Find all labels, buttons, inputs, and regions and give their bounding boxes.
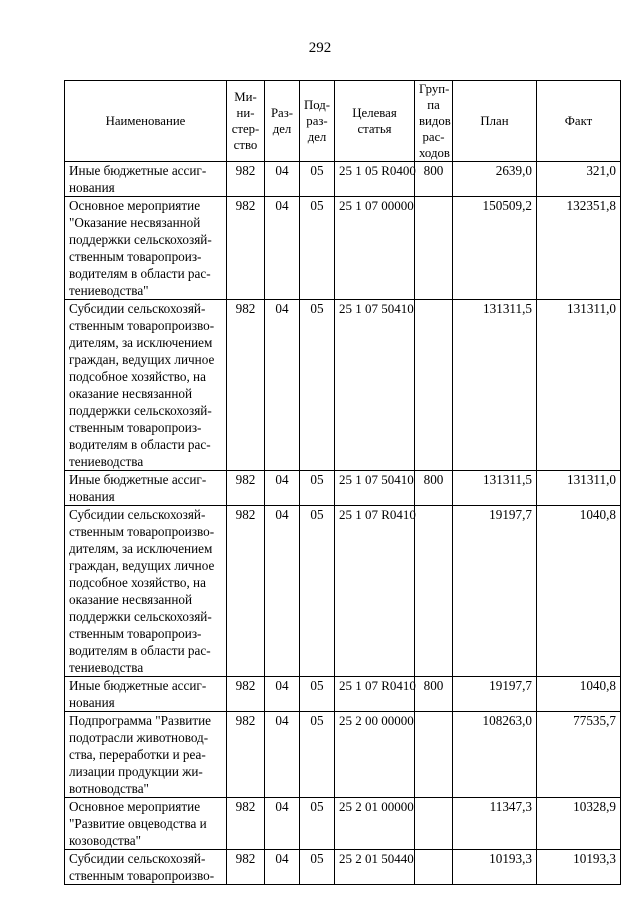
table-row xyxy=(65,197,621,300)
row-subsection: 05 xyxy=(300,850,335,885)
row-plan: 108263,0 xyxy=(453,712,537,798)
row-ministry: 982 xyxy=(227,850,265,885)
row-plan: 19197,7 xyxy=(453,506,537,677)
row-fact: 321,0 xyxy=(537,162,621,197)
row-plan: 131311,5 xyxy=(453,300,537,471)
row-ministry: 982 xyxy=(227,197,265,300)
row-section: 04 xyxy=(265,850,300,885)
row-plan: 2639,0 xyxy=(453,162,537,197)
table-row xyxy=(65,850,621,885)
row-name: Субсидии сельскохозяй- ственным товаропроизво- дителям, за исключением граждан, ведущих личное подсобное хозяйство, на оказание несвязанной поддержки сельскохозяй- ственным товаропроиз- водителям в области рас- тениеводства xyxy=(65,506,227,677)
row-fact: 10193,3 xyxy=(537,850,621,885)
row-subsection: 05 xyxy=(300,798,335,850)
table-header-row xyxy=(65,81,621,162)
row-subsection: 05 xyxy=(300,162,335,197)
row-plan: 11347,3 xyxy=(453,798,537,850)
row-name: Иные бюджетные ассиг- нования xyxy=(65,471,227,506)
header-target: Целевая статья xyxy=(335,81,415,162)
header-subsection: Под- раз- дел xyxy=(300,81,335,162)
row-group: 800 xyxy=(415,471,453,506)
row-section: 04 xyxy=(265,712,300,798)
row-fact: 131311,0 xyxy=(537,471,621,506)
row-subsection: 05 xyxy=(300,471,335,506)
row-group xyxy=(415,197,453,300)
row-target: 25 2 01 50440 xyxy=(335,850,415,885)
row-section: 04 xyxy=(265,162,300,197)
header-ministry: Ми- ни- стер- ство xyxy=(227,81,265,162)
row-fact: 77535,7 xyxy=(537,712,621,798)
row-ministry: 982 xyxy=(227,506,265,677)
row-plan: 131311,5 xyxy=(453,471,537,506)
row-target: 25 1 07 50410 xyxy=(335,471,415,506)
row-ministry: 982 xyxy=(227,712,265,798)
row-group: 800 xyxy=(415,677,453,712)
row-name: Подпрограмма "Развитие подотрасли животновод- ства, переработки и реа- лизации продукции жи- вотноводства" xyxy=(65,712,227,798)
row-subsection: 05 xyxy=(300,506,335,677)
row-target: 25 1 07 R0410 xyxy=(335,506,415,677)
table-row xyxy=(65,471,621,506)
row-group: 800 xyxy=(415,162,453,197)
row-fact: 132351,8 xyxy=(537,197,621,300)
row-ministry: 982 xyxy=(227,471,265,506)
row-name: Основное мероприятие "Оказание несвязанной поддержки сельскохозяй- ственным товаропроиз- водителям в области рас- тениеводства" xyxy=(65,197,227,300)
row-name: Иные бюджетные ассиг- нования xyxy=(65,162,227,197)
row-target: 25 1 07 R0410 xyxy=(335,677,415,712)
header-plan: План xyxy=(453,81,537,162)
row-group xyxy=(415,712,453,798)
header-name: Наименование xyxy=(65,81,227,162)
row-target: 25 1 07 50410 xyxy=(335,300,415,471)
row-target: 25 2 00 00000 xyxy=(335,712,415,798)
row-target: 25 1 07 00000 xyxy=(335,197,415,300)
row-group xyxy=(415,506,453,677)
row-subsection: 05 xyxy=(300,300,335,471)
row-ministry: 982 xyxy=(227,300,265,471)
row-section: 04 xyxy=(265,798,300,850)
row-ministry: 982 xyxy=(227,798,265,850)
row-group xyxy=(415,798,453,850)
row-target: 25 1 05 R0400 xyxy=(335,162,415,197)
header-fact: Факт xyxy=(537,81,621,162)
table-row xyxy=(65,712,621,798)
row-ministry: 982 xyxy=(227,677,265,712)
row-plan: 10193,3 xyxy=(453,850,537,885)
row-ministry: 982 xyxy=(227,162,265,197)
budget-table xyxy=(64,80,621,885)
page-number: 292 xyxy=(308,40,332,56)
table-row xyxy=(65,300,621,471)
row-name: Субсидии сельскохозяй- ственным товаропроизво- xyxy=(65,850,227,885)
row-section: 04 xyxy=(265,506,300,677)
table-row xyxy=(65,162,621,197)
row-subsection: 05 xyxy=(300,677,335,712)
row-plan: 19197,7 xyxy=(453,677,537,712)
row-plan: 150509,2 xyxy=(453,197,537,300)
row-fact: 1040,8 xyxy=(537,677,621,712)
row-group xyxy=(415,300,453,471)
row-subsection: 05 xyxy=(300,197,335,300)
table-row xyxy=(65,506,621,677)
row-name: Иные бюджетные ассиг- нования xyxy=(65,677,227,712)
row-fact: 10328,9 xyxy=(537,798,621,850)
row-section: 04 xyxy=(265,300,300,471)
row-name: Субсидии сельскохозяй- ственным товаропроизво- дителям, за исключением граждан, ведущих личное подсобное хозяйство, на оказание несвязанной поддержки сельскохозяй- ственным товаропроиз- водителям в области рас- тениеводства xyxy=(65,300,227,471)
row-section: 04 xyxy=(265,471,300,506)
row-target: 25 2 01 00000 xyxy=(335,798,415,850)
table-row xyxy=(65,677,621,712)
row-subsection: 05 xyxy=(300,712,335,798)
row-section: 04 xyxy=(265,197,300,300)
row-fact: 131311,0 xyxy=(537,300,621,471)
header-section: Раз- дел xyxy=(265,81,300,162)
header-group: Груп- па видов рас- ходов xyxy=(415,81,453,162)
row-name: Основное мероприятие "Развитие овцеводства и козоводства" xyxy=(65,798,227,850)
row-section: 04 xyxy=(265,677,300,712)
table-row xyxy=(65,798,621,850)
row-fact: 1040,8 xyxy=(537,506,621,677)
row-group xyxy=(415,850,453,885)
